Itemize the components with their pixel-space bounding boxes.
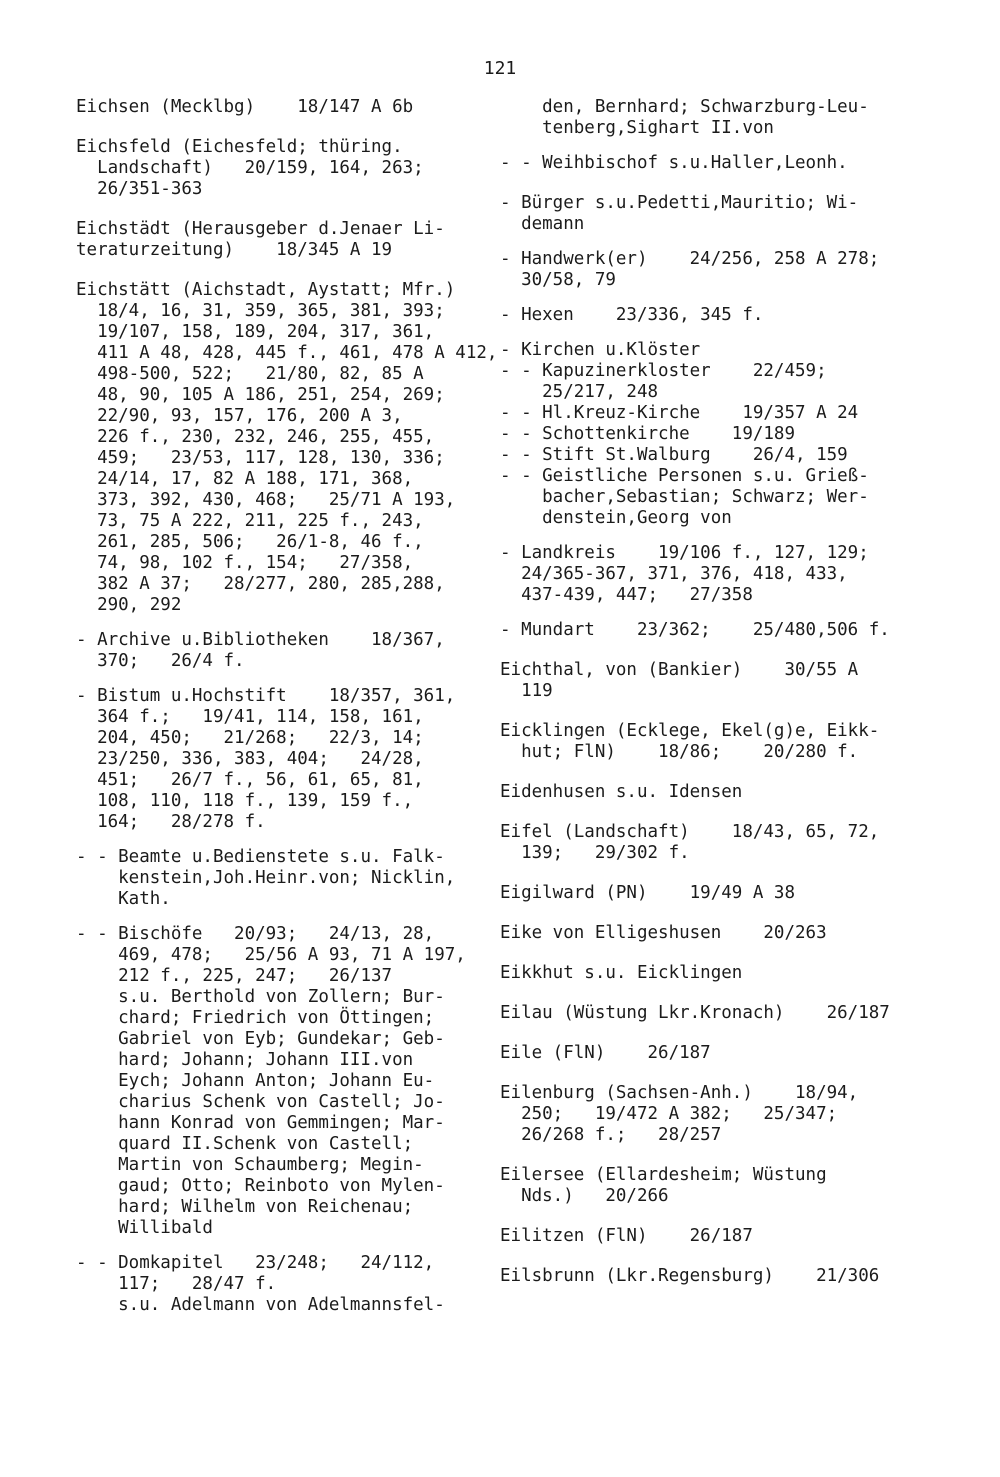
index-entry-line: Eilau (Wüstung Lkr.Kronach) 26/187 xyxy=(500,1003,890,1023)
index-entry-line: 250; 19/472 A 382; 25/347; xyxy=(500,1104,838,1124)
index-entry xyxy=(500,923,900,944)
index-entry-line: - - Hl.Kreuz-Kirche 19/357 A 24 xyxy=(500,403,859,423)
index-entry-line: - - Bischöfe 20/93; 24/13, 28, xyxy=(76,924,435,944)
index-entry-line: 212 f., 225, 247; 26/137 xyxy=(76,966,393,986)
index-entry-line: 48, 90, 105 A 186, 251, 254, 269; xyxy=(76,385,445,405)
index-entry-line: 498-500, 522; 21/80, 82, 85 A xyxy=(76,364,424,384)
index-entry-line: 261, 285, 506; 26/1-8, 46 f., xyxy=(76,532,424,552)
index-entry-line: 26/351-363 xyxy=(76,179,203,199)
index-column-right xyxy=(500,97,900,1287)
index-entry-line: 30/58, 79 xyxy=(500,270,616,290)
index-entry xyxy=(500,883,900,904)
index-entry-line: charius Schenk von Castell; Jo- xyxy=(76,1092,445,1112)
index-entry-line: Eichsfeld (Eichesfeld; thüring. xyxy=(76,137,403,157)
page-number: 121 xyxy=(483,58,517,79)
index-entry-line: 451; 26/7 f., 56, 61, 65, 81, xyxy=(76,770,424,790)
index-entry xyxy=(76,847,476,910)
index-entry-line: Nds.) 20/266 xyxy=(500,1186,669,1206)
index-entry-line: 437-439, 447; 27/358 xyxy=(500,585,753,605)
index-entry-line: 119 xyxy=(500,681,553,701)
index-entry-line: hut; FlN) 18/86; 20/280 f. xyxy=(500,742,859,762)
index-entry-line: Eike von Elligeshusen 20/263 xyxy=(500,923,827,943)
index-entry-line: 164; 28/278 f. xyxy=(76,812,266,832)
index-entry xyxy=(500,822,900,864)
index-entry-line: 226 f., 230, 232, 246, 255, 455, xyxy=(76,427,435,447)
index-entry-line: hann Konrad von Gemmingen; Mar- xyxy=(76,1113,445,1133)
index-entry-line: Martin von Schaumberg; Megin- xyxy=(76,1155,424,1175)
index-entry-line: Eichstädt (Herausgeber d.Jenaer Li- xyxy=(76,219,445,239)
index-entry-line: Willibald xyxy=(76,1218,213,1238)
index-entry-line: Eichthal, von (Bankier) 30/55 A xyxy=(500,660,859,680)
index-entry-line: 19/107, 158, 189, 204, 317, 361, xyxy=(76,322,435,342)
index-entry xyxy=(500,1266,900,1287)
index-entry xyxy=(500,1083,900,1146)
index-entry-line: 373, 392, 430, 468; 25/71 A 193, xyxy=(76,490,456,510)
index-entry xyxy=(500,620,900,641)
index-entry xyxy=(500,153,900,174)
index-entry-line: quard II.Schenk von Castell; xyxy=(76,1134,414,1154)
index-entry-line: denstein,Georg von xyxy=(500,508,732,528)
index-entry-line: 24/365-367, 371, 376, 418, 433, xyxy=(500,564,848,584)
index-entry-line: Eilersee (Ellardesheim; Wüstung xyxy=(500,1165,827,1185)
index-entry-line: demann xyxy=(500,214,585,234)
index-entry-line: 117; 28/47 f. xyxy=(76,1274,277,1294)
index-entry-line: 74, 98, 102 f., 154; 27/358, xyxy=(76,553,414,573)
index-entry-line: 411 A 48, 428, 445 f., 461, 478 A 412, xyxy=(76,343,498,363)
index-column-left xyxy=(76,97,498,1316)
index-entry-line: Eilenburg (Sachsen-Anh.) 18/94, xyxy=(500,1083,859,1103)
index-entry xyxy=(500,249,900,291)
index-entry-line: 204, 450; 21/268; 22/3, 14; xyxy=(76,728,424,748)
index-entry-line: - Archive u.Bibliotheken 18/367, xyxy=(76,630,445,650)
index-entry-line: - Bistum u.Hochstift 18/357, 361, xyxy=(76,686,456,706)
index-entry xyxy=(76,280,498,616)
index-entry xyxy=(500,340,900,361)
index-entry-line: - Landkreis 19/106 f., 127, 129; xyxy=(500,543,869,563)
index-entry-line: teraturzeitung) 18/345 A 19 xyxy=(76,240,393,260)
index-entry-line: - Kirchen u.Klöster xyxy=(500,340,701,360)
index-entry-line: 24/14, 17, 82 A 188, 171, 368, xyxy=(76,469,414,489)
index-entry xyxy=(76,97,476,118)
index-entry-line: Eichstätt (Aichstadt, Aystatt; Mfr.) xyxy=(76,280,456,300)
index-entry-line: den, Bernhard; Schwarzburg-Leu- xyxy=(500,97,869,117)
index-entry-line: 459; 23/53, 117, 128, 130, 336; xyxy=(76,448,445,468)
index-entry xyxy=(500,721,900,763)
index-entry-line: - - Beamte u.Bedienstete s.u. Falk- xyxy=(76,847,445,867)
index-entry-line: s.u. Adelmann von Adelmannsfel- xyxy=(76,1295,445,1315)
index-entry-line: - Hexen 23/336, 345 f. xyxy=(500,305,764,325)
index-entry xyxy=(500,466,900,529)
index-entry-line: Eile (FlN) 26/187 xyxy=(500,1043,711,1063)
index-entry xyxy=(500,97,900,139)
index-entry xyxy=(500,305,900,326)
index-entry-line: Gabriel von Eyb; Gundekar; Geb- xyxy=(76,1029,445,1049)
index-entry-line: 25/217, 248 xyxy=(500,382,659,402)
index-entry xyxy=(76,219,476,261)
index-entry xyxy=(500,445,900,466)
index-entry-line: tenberg,Sighart II.von xyxy=(500,118,774,138)
index-entry xyxy=(500,543,900,606)
index-entry-line: gaud; Otto; Reinboto von Mylen- xyxy=(76,1176,445,1196)
index-entry-line: 22/90, 93, 157, 176, 200 A 3, xyxy=(76,406,403,426)
index-entry-line: 370; 26/4 f. xyxy=(76,651,245,671)
index-entry-line: 364 f.; 19/41, 114, 158, 161, xyxy=(76,707,424,727)
index-entry-line: - - Domkapitel 23/248; 24/112, xyxy=(76,1253,435,1273)
index-entry-line: bacher,Sebastian; Schwarz; Wer- xyxy=(500,487,869,507)
index-entry-line: s.u. Berthold von Zollern; Bur- xyxy=(76,987,445,1007)
index-entry-line: Eigilward (PN) 19/49 A 38 xyxy=(500,883,796,903)
index-entry-line: 469, 478; 25/56 A 93, 71 A 197, xyxy=(76,945,466,965)
index-entry-line: 290, 292 xyxy=(76,595,182,615)
index-entry-line: hard; Johann; Johann III.von xyxy=(76,1050,414,1070)
index-entry-line: Kath. xyxy=(76,889,171,909)
index-entry xyxy=(500,782,900,803)
index-entry xyxy=(76,686,476,833)
index-entry-line: - - Stift St.Walburg 26/4, 159 xyxy=(500,445,848,465)
index-entry-line: 23/250, 336, 383, 404; 24/28, xyxy=(76,749,424,769)
index-entry-line: Eidenhusen s.u. Idensen xyxy=(500,782,743,802)
index-entry-line: 382 A 37; 28/277, 280, 285,288, xyxy=(76,574,445,594)
index-entry xyxy=(500,193,900,235)
index-entry-line: hard; Wilhelm von Reichenau; xyxy=(76,1197,414,1217)
index-entry-line: Eifel (Landschaft) 18/43, 65, 72, xyxy=(500,822,880,842)
index-entry-line: 108, 110, 118 f., 139, 159 f., xyxy=(76,791,414,811)
index-entry xyxy=(76,924,476,1239)
index-entry-line: 139; 29/302 f. xyxy=(500,843,690,863)
index-entry xyxy=(500,1003,900,1024)
index-entry xyxy=(500,361,900,403)
index-entry-line: Eilitzen (FlN) 26/187 xyxy=(500,1226,753,1246)
index-entry-line: Eikkhut s.u. Eicklingen xyxy=(500,963,743,983)
index-entry-line: kenstein,Joh.Heinr.von; Nicklin, xyxy=(76,868,456,888)
index-entry-line: Eilsbrunn (Lkr.Regensburg) 21/306 xyxy=(500,1266,880,1286)
index-entry-line: - - Weihbischof s.u.Haller,Leonh. xyxy=(500,153,848,173)
index-entry xyxy=(500,1043,900,1064)
index-entry xyxy=(500,424,900,445)
index-entry-line: - - Kapuzinerkloster 22/459; xyxy=(500,361,827,381)
index-entry xyxy=(500,403,900,424)
index-entry-line: - Bürger s.u.Pedetti,Mauritio; Wi- xyxy=(500,193,859,213)
index-entry xyxy=(500,1226,900,1247)
index-entry-line: Eych; Johann Anton; Johann Eu- xyxy=(76,1071,435,1091)
index-entry xyxy=(76,630,476,672)
index-entry-line: - Mundart 23/362; 25/480,506 f. xyxy=(500,620,890,640)
index-entry xyxy=(500,660,900,702)
index-entry xyxy=(76,1253,476,1316)
index-entry-line: Eicklingen (Ecklege, Ekel(g)e, Eikk- xyxy=(500,721,880,741)
index-entry xyxy=(500,963,900,984)
index-entry-line: - - Schottenkirche 19/189 xyxy=(500,424,796,444)
index-entry-line: 18/4, 16, 31, 359, 365, 381, 393; xyxy=(76,301,445,321)
index-entry-line: chard; Friedrich von Öttingen; xyxy=(76,1008,435,1028)
index-entry xyxy=(76,137,476,200)
index-entry-line: - Handwerk(er) 24/256, 258 A 278; xyxy=(500,249,880,269)
index-entry xyxy=(500,1165,900,1207)
index-entry-line: 73, 75 A 222, 211, 225 f., 243, xyxy=(76,511,424,531)
index-entry-line: Landschaft) 20/159, 164, 263; xyxy=(76,158,424,178)
index-entry-line: - - Geistliche Personen s.u. Grieß- xyxy=(500,466,869,486)
index-entry-line: Eichsen (Mecklbg) 18/147 A 6b xyxy=(76,97,414,117)
index-entry-line: 26/268 f.; 28/257 xyxy=(500,1125,722,1145)
